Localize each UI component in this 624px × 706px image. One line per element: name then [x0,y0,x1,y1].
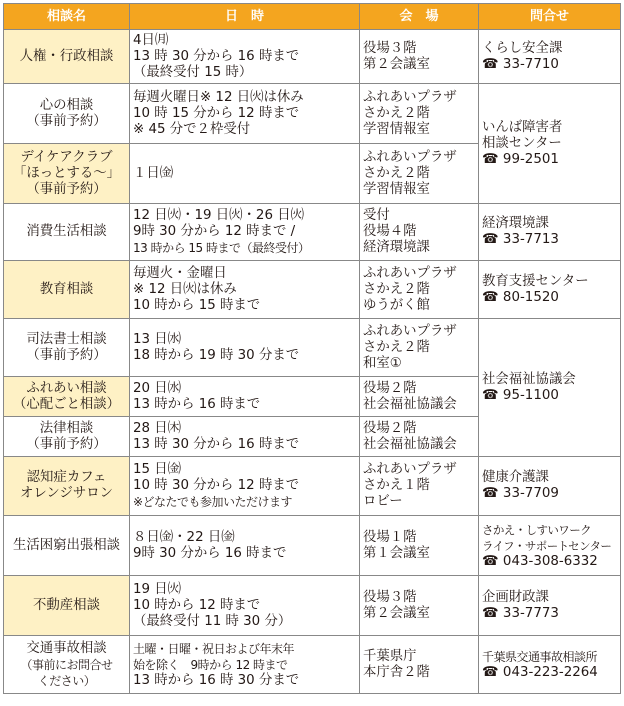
consultation-name [4,30,130,84]
consultation-time [130,84,360,144]
name-line: 生活困窮出張相談 [12,537,121,553]
name-line: 司法書士相談 [26,331,107,347]
consultation-name [4,144,130,204]
consultation-venue [360,377,479,417]
consultation-time [130,576,360,636]
table-row [4,576,621,636]
time-line: 13 時から 16 時 30 分まで [133,672,300,688]
time-line: 土曜・日曜・祝日および年末年 [133,641,295,656]
time-line: 28 日㈭ [133,420,182,436]
consultation-name [4,84,130,144]
consultation-name [4,516,130,576]
name-line: 「ほっとする〜」 [12,165,121,181]
consultation-contact [479,636,621,694]
contact-name: いんば障害者 [482,119,563,135]
time-line: 10 時から 12 時まで [133,597,261,613]
contact-name: 社会福祉協議会 [482,371,576,387]
venue-line: さかえ２階 [363,339,430,355]
venue-line: 和室① [363,355,402,371]
consultation-contact [479,84,621,204]
time-line: 始を除く 9時から 12 時まで [133,657,288,672]
time-line: ８日㈮・22 日㈮ [133,529,235,545]
consultation-time [130,261,360,319]
time-line: 20 日㈬ [133,380,182,396]
consultation-venue [360,516,479,576]
consultation-contact [479,319,621,457]
time-line: 13 時 30 分から 16 時まで [133,436,300,452]
consultation-time [130,30,360,84]
consultation-time [130,516,360,576]
venue-line: 役場３階 [363,40,417,56]
consultation-time [130,204,360,261]
time-line: 19 日㈫ [133,581,182,597]
name-line: （事前予約） [26,347,107,363]
consultation-venue [360,84,479,144]
contact-name: 経済環境課 [482,216,549,231]
phone-number: ☎ 80-1520 [482,289,559,305]
consultation-venue [360,636,479,694]
time-line: 9時 30 分から 16 時まで [133,545,287,561]
consultation-venue [360,204,479,261]
phone-number: ☎ 99-2501 [482,151,559,167]
time-line: 10 時 15 分から 12 時まで [133,105,300,121]
venue-line: 社会福祉協議会 [363,396,457,412]
consultation-venue [360,457,479,516]
consultation-venue [360,144,479,204]
name-line: 交通事故相談 [26,640,107,656]
venue-line: 受付 [363,208,390,223]
contact-name: ライフ・サポートセンター [482,538,612,553]
phone-number: ☎ 33-7710 [482,56,559,72]
phone-number: ☎ 33-7773 [482,605,559,621]
contact-name: 教育支援センター [482,273,589,289]
table-row [4,204,621,261]
consultation-venue [360,417,479,457]
time-line: 13 時 30 分から 16 時まで [133,48,300,64]
name-line: 心の相談 [39,97,94,113]
venue-line: 学習情報室 [363,121,430,137]
name-line: デイケアクラブ [20,149,113,165]
time-line: 15 日㈮ [133,462,182,477]
time-line: 毎週火・金曜日 [133,265,227,281]
name-line: 人権・行政相談 [19,48,114,64]
table-row [4,319,621,377]
venue-line: ふれあいプラザ [363,149,457,165]
consultation-contact [479,204,621,261]
name-line: 不動産相談 [33,597,100,613]
venue-line: 学習情報室 [363,181,430,197]
time-line: 13 時から 15 時まで（最終受付） [133,241,310,255]
consultation-contact [479,261,621,319]
venue-line: さかえ１階 [363,478,430,493]
contact-name: 千葉県交通事故相談所 [482,649,598,664]
venue-line: ゆうがく館 [363,297,430,313]
name-line: （心配ごと相談） [12,396,121,412]
time-line: （最終受付 15 時） [133,64,253,80]
time-line: 毎週火曜日※ 12 日㈫は休み [133,89,304,105]
name-line: オレンジサロン [19,486,114,501]
name-line: 法律相談 [39,420,94,436]
consultation-name [4,261,130,319]
name-line: （事前予約） [26,436,107,452]
time-line: ※ 12 日㈫は休み [133,281,237,297]
table-row [4,636,621,694]
name-line: （事前にお問合せ [20,657,113,672]
time-line: 10 時から 15 時まで [133,297,261,313]
name-line: 教育相談 [39,281,94,297]
time-line: 10 時 30 分から 12 時まで [133,478,300,493]
time-line: ※ 45 分で２枠受付 [133,121,251,137]
consultation-time [130,144,360,204]
consultation-time [130,457,360,516]
consultation-venue [360,576,479,636]
venue-line: ふれあいプラザ [363,323,457,339]
contact-name: さかえ・しすいワーク [482,522,591,537]
consultation-venue [360,319,479,377]
consultation-venue [360,261,479,319]
time-line: 4日㈪ [133,32,169,48]
venue-line: さかえ２階 [363,165,430,181]
venue-line: 第２会議室 [363,56,430,72]
name-line: 認知症カフェ [26,470,107,485]
header-consultation-name: 相談名 [4,4,130,30]
venue-line: 役場２階 [363,380,417,396]
venue-line: ふれあいプラザ [363,89,457,105]
venue-line: 役場３階 [363,589,417,605]
header-datetime: 日 時 [130,4,360,30]
time-line: ※どなたでも参加いただけます [133,495,293,509]
venue-line: ふれあいプラザ [363,462,457,477]
contact-name: くらし安全課 [482,40,563,56]
consultation-time [130,636,360,694]
name-line: 消費生活相談 [26,224,107,239]
consultation-contact [479,457,621,516]
table-row [4,516,621,576]
consultation-contact [479,30,621,84]
time-line: 9時 30 分から 12 時まで / [133,224,296,239]
header-venue: 会 場 [360,4,479,30]
consultation-name [4,377,130,417]
consultation-contact [479,516,621,576]
venue-line: 第１会議室 [363,545,430,561]
venue-line: ロビー [363,494,403,509]
consultation-contact [479,576,621,636]
venue-line: 役場２階 [363,420,417,436]
time-line: 13 日㈬ [133,331,182,347]
consultation-name [4,457,130,516]
contact-name: 健康介護課 [482,470,549,485]
time-line: 18 時から 19 時 30 分まで [133,347,300,363]
name-line: ふれあい相談 [26,380,107,396]
name-line: （事前予約） [26,181,107,197]
consultation-time [130,377,360,417]
time-line: （最終受付 11 時 30 分） [133,613,292,629]
table-row [4,84,621,144]
venue-line: さかえ２階 [363,105,430,121]
phone-number: ☎ 33-7713 [482,232,559,247]
phone-number: ☎ 95-1100 [482,387,559,403]
contact-name: 企画財政課 [482,589,549,605]
consultation-time [130,319,360,377]
phone-number: ☎ 33-7709 [482,486,559,501]
consultation-table-wrapper [3,3,621,694]
table-row [4,457,621,516]
consultation-name [4,319,130,377]
time-line: 12 日㈫・19 日㈫・26 日㈫ [133,208,305,223]
phone-number: ☎ 043-308-6332 [482,553,598,569]
name-line: ください） [37,673,96,688]
consultation-name [4,576,130,636]
phone-number: ☎ 043-223-2264 [482,664,598,680]
venue-line: 社会福祉協議会 [363,436,457,452]
venue-line: 千葉県庁 [363,648,417,664]
time-line: １日㈮ [133,165,174,181]
venue-line: 第２会議室 [363,605,430,621]
venue-line: 役場１階 [363,529,417,545]
consultation-time [130,417,360,457]
consultation-name [4,636,130,694]
consultation-name [4,204,130,261]
venue-line: ふれあいプラザ [363,265,457,281]
venue-line: 役場４階 [363,224,417,239]
venue-line: 経済環境課 [363,240,430,255]
table-row [4,30,621,84]
header-row [4,4,621,30]
consultation-table [3,3,621,694]
venue-line: さかえ２階 [363,281,430,297]
time-line: 13 時から 16 時まで [133,396,261,412]
table-row [4,261,621,319]
consultation-name [4,417,130,457]
name-line: （事前予約） [26,113,107,129]
contact-name: 相談センター [482,135,562,151]
venue-line: 本庁舎２階 [363,664,430,680]
header-contact: 問合せ [479,4,621,30]
consultation-venue [360,30,479,84]
